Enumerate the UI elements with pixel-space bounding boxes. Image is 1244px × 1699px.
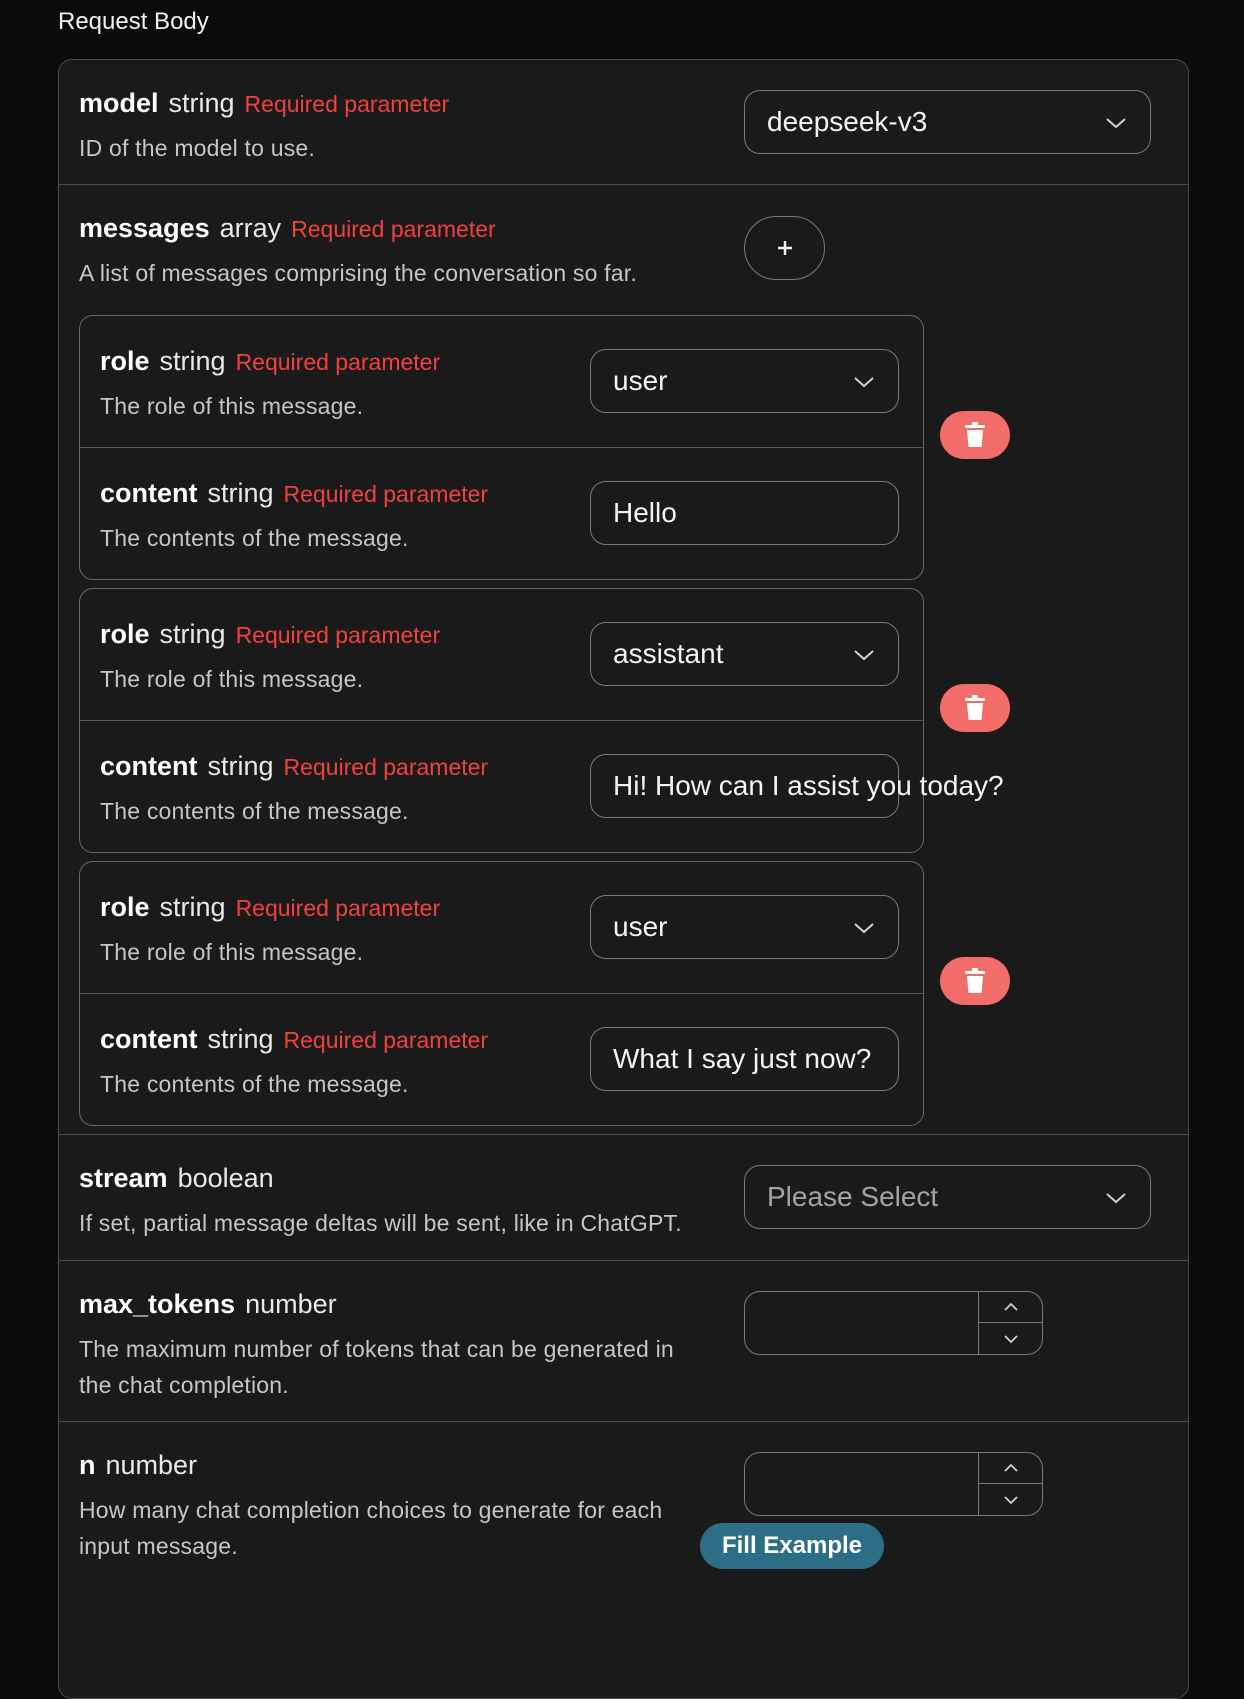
increment-button[interactable]	[979, 1292, 1042, 1323]
description-line: the chat completion.	[79, 1372, 289, 1398]
decrement-button[interactable]	[979, 1484, 1042, 1515]
param-header	[100, 751, 488, 782]
param-header	[100, 1024, 488, 1055]
param-type: boolean	[177, 1163, 274, 1193]
param-type: string	[159, 619, 226, 649]
param-name: role	[100, 619, 150, 649]
param-name: model	[79, 88, 159, 118]
param-header	[79, 88, 449, 119]
param-type: string	[207, 751, 274, 781]
param-header	[100, 892, 440, 923]
chevron-up-icon	[1003, 1463, 1019, 1473]
required-label: Required parameter	[244, 91, 450, 117]
param-description: The role of this message.	[100, 939, 364, 965]
description-line: How many chat completion choices to generate for each	[79, 1497, 663, 1523]
param-description	[79, 1331, 674, 1403]
delete-message-button[interactable]	[940, 957, 1010, 1005]
role-select[interactable]	[590, 622, 899, 686]
role-select[interactable]	[590, 349, 899, 413]
chevron-down-icon	[1003, 1495, 1019, 1505]
param-name: max_tokens	[79, 1289, 236, 1319]
n-input[interactable]	[745, 1453, 979, 1515]
chevron-down-icon	[1003, 1334, 1019, 1344]
chevron-down-icon	[852, 370, 876, 394]
param-header	[79, 213, 496, 244]
role-select-value: user	[613, 911, 668, 942]
request-body-panel	[58, 59, 1189, 1699]
param-header	[79, 1450, 197, 1481]
content-input[interactable]	[590, 481, 899, 545]
delete-message-button[interactable]	[940, 411, 1010, 459]
param-row-max-tokens	[59, 1261, 1188, 1422]
param-row-messages	[59, 185, 1188, 1135]
param-name: role	[100, 892, 150, 922]
fill-example-button[interactable]: Fill Example	[700, 1523, 884, 1569]
param-name: stream	[79, 1163, 168, 1193]
n-number-input[interactable]	[744, 1452, 1043, 1516]
description-line: input message.	[79, 1533, 238, 1559]
stepper-arrows	[978, 1292, 1042, 1354]
param-description	[79, 1492, 662, 1564]
param-description: The contents of the message.	[100, 798, 409, 824]
message-card	[79, 315, 924, 580]
param-name: messages	[79, 213, 210, 243]
param-name: n	[79, 1450, 96, 1480]
content-input-value: What I say just now?	[613, 1043, 872, 1074]
param-name: content	[100, 751, 198, 781]
description-line: The maximum number of tokens that can be generated in	[79, 1336, 674, 1362]
delete-message-button[interactable]	[940, 684, 1010, 732]
required-label: Required parameter	[291, 216, 496, 242]
param-name: content	[100, 478, 198, 508]
content-field	[80, 721, 1004, 853]
decrement-button[interactable]	[979, 1323, 1042, 1354]
param-header	[100, 478, 488, 509]
trash-icon	[964, 422, 986, 448]
param-type: string	[207, 478, 274, 508]
role-select-value: user	[613, 365, 668, 396]
param-type: string	[159, 892, 226, 922]
message-card	[79, 861, 924, 1126]
param-description: A list of messages comprising the conversation so far.	[79, 260, 637, 286]
required-label: Required parameter	[283, 754, 489, 780]
chevron-down-icon	[852, 916, 876, 940]
param-description: The contents of the message.	[100, 1071, 409, 1097]
role-select-value: assistant	[613, 638, 724, 669]
max-tokens-number-input[interactable]	[744, 1291, 1043, 1355]
param-type: string	[159, 346, 226, 376]
add-message-button[interactable]	[744, 216, 825, 280]
required-label: Required parameter	[283, 481, 489, 507]
chevron-down-icon	[852, 643, 876, 667]
section-title: Request Body	[58, 8, 209, 35]
content-input-value: Hello	[613, 497, 677, 528]
param-row-n	[59, 1422, 1188, 1622]
required-label: Required parameter	[235, 895, 441, 921]
param-name: role	[100, 346, 150, 376]
param-description: The role of this message.	[100, 666, 364, 692]
max-tokens-input[interactable]	[745, 1292, 979, 1354]
required-label: Required parameter	[235, 349, 441, 375]
param-row-model	[59, 60, 1188, 185]
content-input[interactable]	[590, 754, 1004, 818]
param-description: If set, partial message deltas will be sent, like in ChatGPT.	[79, 1210, 682, 1236]
content-field	[80, 994, 923, 1126]
param-header	[79, 1163, 274, 1194]
stream-select-placeholder: Please Select	[767, 1181, 939, 1212]
increment-button[interactable]	[979, 1453, 1042, 1484]
stream-select[interactable]	[744, 1165, 1151, 1229]
trash-icon	[964, 695, 986, 721]
param-description: The role of this message.	[100, 393, 364, 419]
required-label: Required parameter	[235, 622, 441, 648]
plus-icon	[775, 238, 795, 258]
content-input-value: Hi! How can I assist you today?	[613, 770, 1004, 801]
chevron-down-icon	[1104, 1186, 1128, 1210]
param-header	[79, 1289, 337, 1320]
message-card	[79, 588, 1004, 853]
param-header	[100, 619, 440, 650]
param-type: string	[207, 1024, 274, 1054]
role-select[interactable]	[590, 895, 899, 959]
chevron-up-icon	[1003, 1302, 1019, 1312]
chevron-down-icon	[1104, 111, 1128, 135]
role-field	[80, 589, 923, 721]
content-input[interactable]	[590, 1027, 899, 1091]
trash-icon	[964, 968, 986, 994]
param-header	[100, 346, 440, 377]
param-description: ID of the model to use.	[79, 135, 316, 161]
model-select-value: deepseek-v3	[767, 106, 928, 137]
param-name: content	[100, 1024, 198, 1054]
model-select[interactable]	[744, 90, 1151, 154]
stepper-arrows	[978, 1453, 1042, 1515]
param-description: The contents of the message.	[100, 525, 409, 551]
role-field	[80, 316, 923, 448]
param-type: number	[105, 1450, 198, 1480]
param-row-stream	[59, 1135, 1188, 1261]
param-type: number	[245, 1289, 337, 1319]
content-field	[80, 448, 923, 580]
required-label: Required parameter	[283, 1027, 489, 1053]
role-field	[80, 862, 923, 994]
param-type: array	[219, 213, 282, 243]
param-type: string	[168, 88, 235, 118]
